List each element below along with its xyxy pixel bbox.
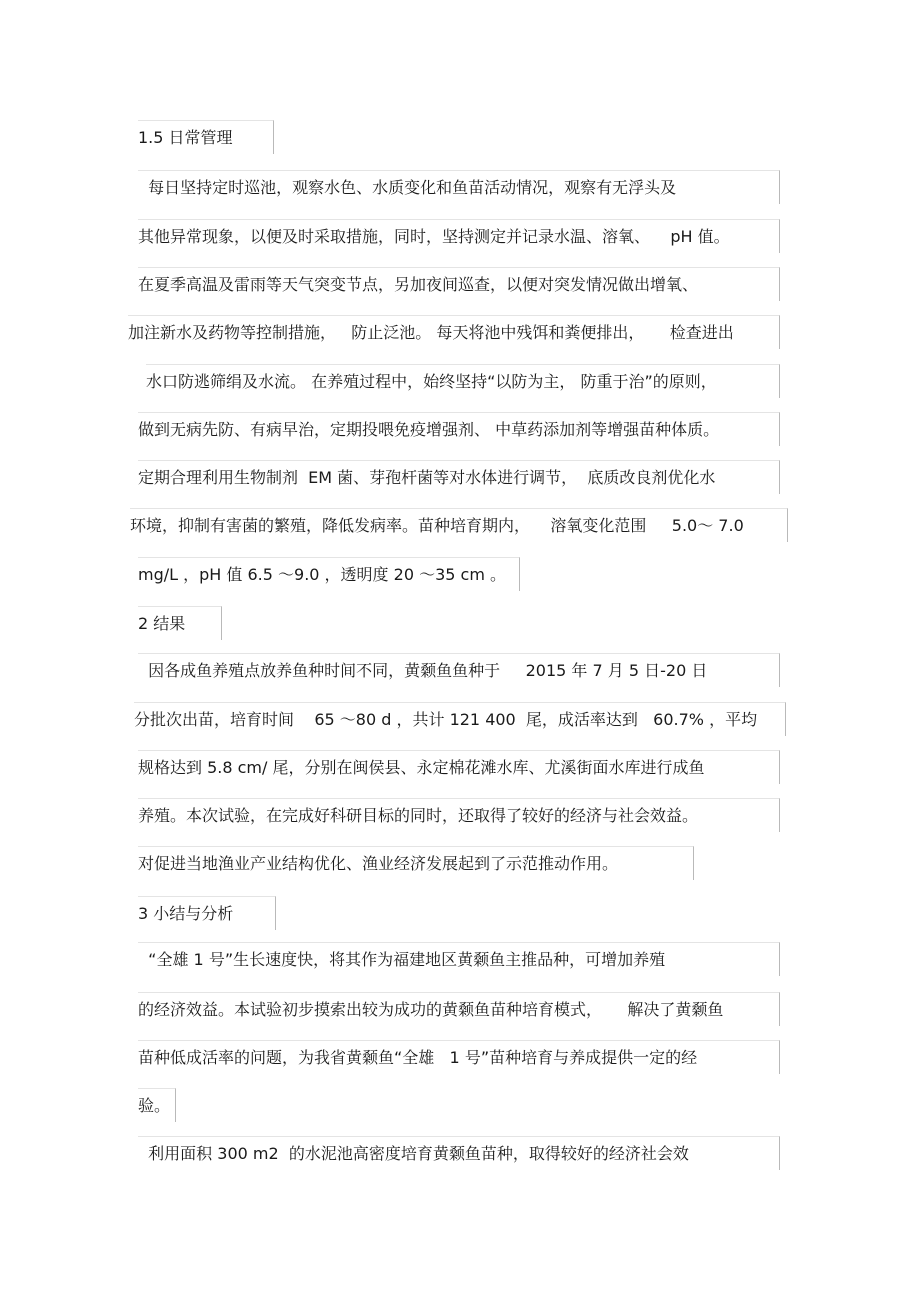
paragraph-line: 因各成鱼养殖点放养鱼种时间不同，黄颡鱼鱼种于 2015 年 7 月 5 日-20 日	[138, 653, 780, 687]
paragraph-line: 的经济效益。本试验初步摸索出较为成功的黄颡鱼苗种培育模式， 解决了黄颡鱼	[138, 992, 780, 1026]
paragraph-line: 定期合理利用生物制剂 EM 菌、芽孢杆菌等对水体进行调节， 底质改良剂优化水	[138, 460, 780, 494]
paragraph-line: 环境，抑制有害菌的繁殖，降低发病率。苗种培育期内， 溶氧变化范围 5.0～ 7.0	[130, 508, 788, 542]
paragraph-line: 苗种低成活率的问题，为我省黄颡鱼“全雄 1 号”苗种培育与养成提供一定的经	[138, 1040, 780, 1074]
paragraph-line: 对促进当地渔业产业结构优化、渔业经济发展起到了示范推动作用。	[138, 846, 694, 880]
paragraph-line: 做到无病先防、有病早治，定期投喂免疫增强剂、 中草药添加剂等增强苗种体质。	[138, 412, 780, 446]
section-heading-1-5: 1.5 日常管理	[138, 120, 274, 154]
section-heading-3: 3 小结与分析	[138, 896, 276, 930]
section-heading-2: 2 结果	[138, 606, 222, 640]
paragraph-line: 在夏季高温及雷雨等天气突变节点，另加夜间巡查，以便对突发情况做出增氧、	[138, 267, 780, 301]
paragraph-line: 加注新水及药物等控制措施， 防止泛池。 每天将池中残饵和粪便排出， 检查进出	[128, 315, 780, 349]
paragraph-line: 每日坚持定时巡池，观察水色、水质变化和鱼苗活动情况，观察有无浮头及	[138, 170, 780, 204]
paragraph-line: “全雄 1 号”生长速度快，将其作为福建地区黄颡鱼主推品种，可增加养殖	[138, 942, 780, 976]
paragraph-line: 分批次出苗，培育时间 65 ～80 d ，共计 121 400 尾，成活率达到 60.7% ，平均	[134, 702, 786, 736]
paragraph-line: 水口防逃筛绢及水流。 在养殖过程中，始终坚持“以防为主， 防重于治”的原则，	[146, 364, 780, 398]
paragraph-line: 规格达到 5.8 cm/ 尾，分别在闽侯县、永定棉花滩水库、尤溪街面水库进行成鱼	[138, 750, 780, 784]
paragraph-line: 其他异常现象，以便及时采取措施，同时，坚持测定并记录水温、溶氧、 pH 值。	[138, 219, 780, 253]
paragraph-line: 利用面积 300 m2 的水泥池高密度培育黄颡鱼苗种，取得较好的经济社会效	[138, 1136, 780, 1170]
paragraph-line: 验。	[138, 1088, 176, 1122]
paragraph-line: 养殖。本次试验，在完成好科研目标的同时，还取得了较好的经济与社会效益。	[138, 798, 780, 832]
paragraph-line: mg/L ，pH 值 6.5 ～9.0 ，透明度 20 ～35 cm 。	[138, 557, 520, 591]
